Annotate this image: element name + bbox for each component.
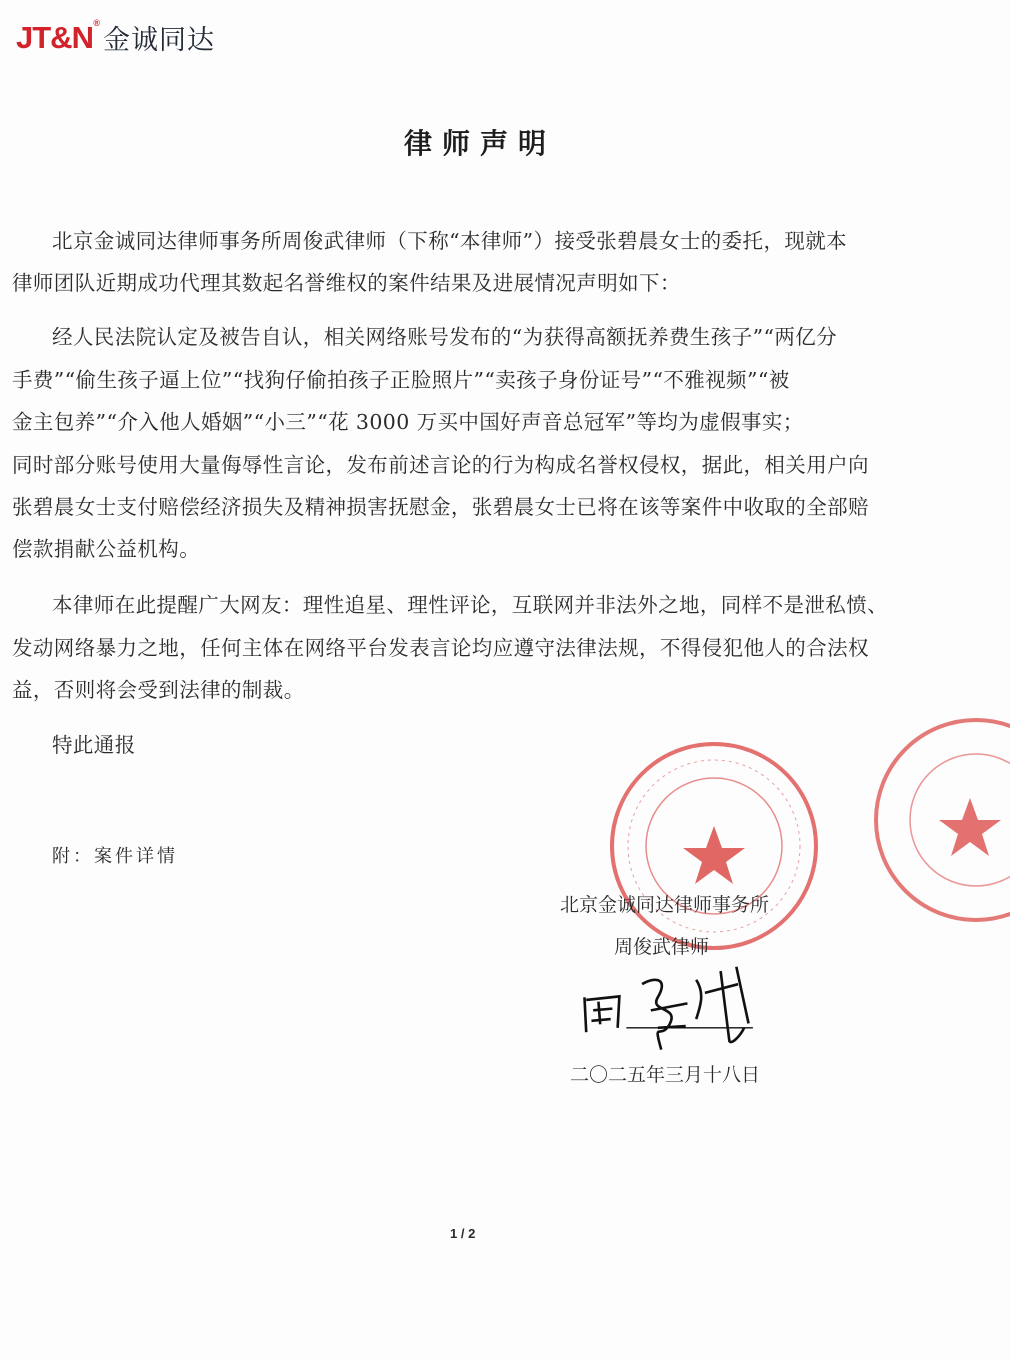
- closing-text: 特此通报: [52, 733, 136, 757]
- page-number: 1 / 2: [450, 1226, 476, 1241]
- paragraph-line: 经人民法院认定及被告自认，相关网络账号发布的“为获得高额抚养费生孩子”“两亿分: [52, 325, 838, 349]
- logo-cn: 金诚同达: [102, 25, 215, 56]
- firm-logo: [16, 18, 215, 57]
- paragraph-line: 手费”“偷生孩子逼上位”“找狗仔偷拍孩子正脸照片”“卖孩子身份证号”“不雅视频”“被: [12, 368, 790, 392]
- handwritten-signature: [560, 958, 780, 1054]
- logo-en: JT&N ®: [16, 17, 99, 55]
- document-title: 律师声明: [403, 127, 556, 160]
- paragraph-line: 本律师在此提醒广大网友：理性追星、理性评论，互联网并非法外之地，同样不是泄私愤、: [52, 593, 888, 617]
- paragraph-line: 同时部分账号使用大量侮辱性言论，发布前述言论的行为构成名誉权侵权，据此，相关用户向: [12, 453, 869, 477]
- paragraph-line: 张碧晨女士支付赔偿经济损失及精神损害抚慰金，张碧晨女士已将在该等案件中收取的全部赔: [12, 495, 869, 519]
- signature-date: 二〇二五年三月十八日: [570, 1064, 761, 1086]
- signature-lawyer: 周俊武律师: [614, 936, 710, 958]
- paragraph-line: 律师团队近期成功代理其数起名誉维权的案件结果及进展情况声明如下：: [12, 271, 681, 295]
- paragraph-line: 金主包养”“介入他人婚姻”“小三”“花 3000 万买中国好声音总冠军”等均为虚假事实；: [12, 410, 804, 434]
- paragraph-line: 北京金诚同达律师事务所周俊武律师（下称“本律师”）接受张碧晨女士的委托，现就本: [52, 229, 848, 253]
- paragraph-line: 益，否则将会受到法律的制裁。: [12, 678, 305, 702]
- firm-stamp: [606, 738, 822, 954]
- paragraph-line: 发动网络暴力之地，任何主体在网络平台发表言论均应遵守法律法规，不得侵犯他人的合法权: [12, 636, 869, 660]
- signature-firm: 北京金诚同达律师事务所: [560, 894, 770, 916]
- attachment-note: 附：案件详情: [52, 846, 178, 867]
- paragraph-line: 偿款捐献公益机构。: [12, 537, 201, 561]
- firm-stamp-partial: [866, 712, 1010, 928]
